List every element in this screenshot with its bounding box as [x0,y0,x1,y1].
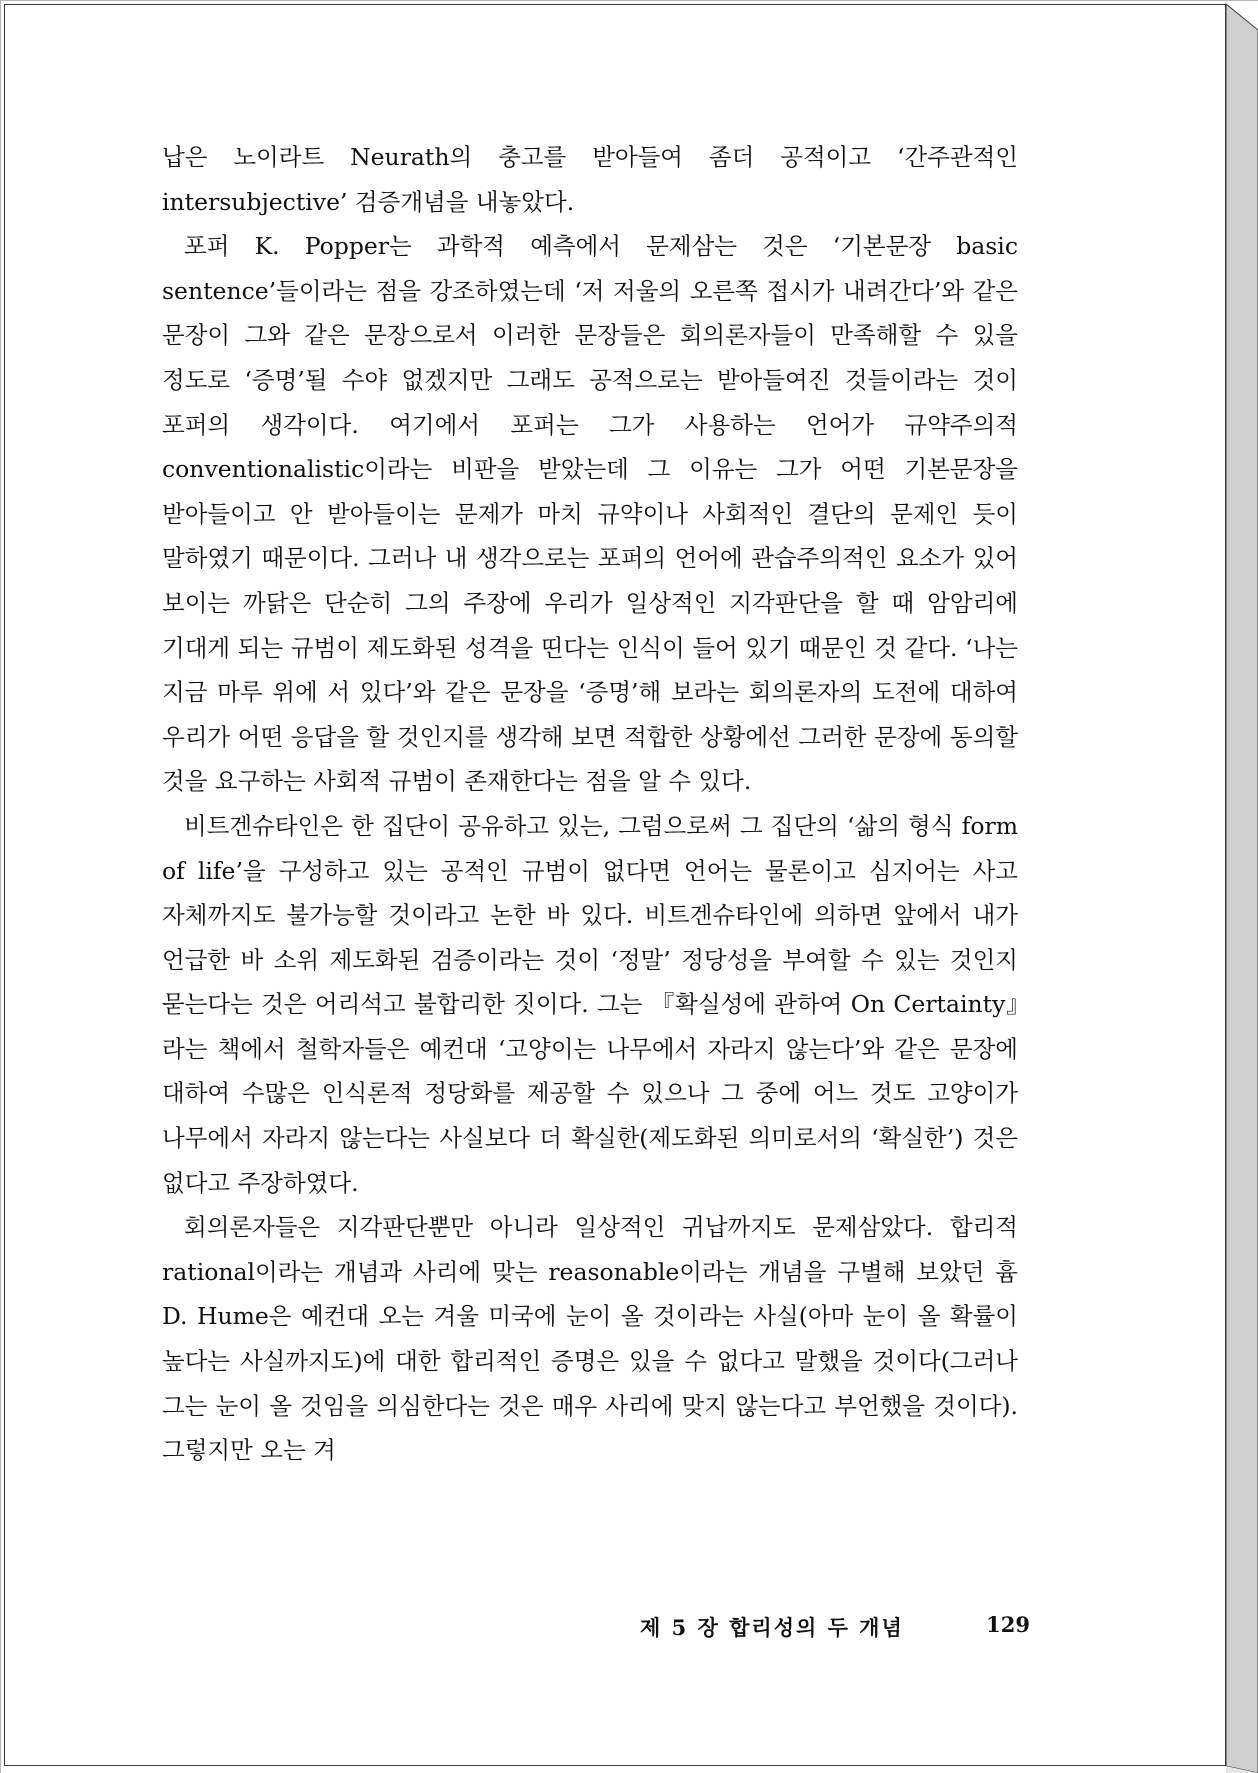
paragraph-3: 비트겐슈타인은 한 집단이 공유하고 있는, 그럼으로써 그 집단의 ‘삶의 형식 form of life’을 구성하고 있는 공적인 규범이 없다면 언어는 물론이고 심지어는 사고 자체까지도 불가능할 것이라고 논한 바 있다. 비트겐슈타인에 의하면 앞에서 내가 언급한 바 소위 제도화된 검증이라는 것이 ‘정말’ 정당성을 부여할 수 있는 것인지 묻는다는 것은 어리석고 불합리한 짓이다. 그는 『확실성에 관하여 On Certainty』라는 책에서 철학자들은 예컨대 ‘고양이는 나무에서 자라지 않는다’와 같은 문장에 대하여 수많은 인식론적 정당화를 제공할 수 있으나 그 중에 어느 것도 고양이가 나무에서 자라지 않는다는 사실보다 더 확실한(제도화된 의미로서의 ‘확실한’) 것은 없다고 주장하였다. [162,811,1018,1197]
paragraph-4: 회의론자들은 지각판단뿐만 아니라 일상적인 귀납까지도 문제삼았다. 합리적 rational이라는 개념과 사리에 맞는 reasonable이라는 개념을 구별해 보았던 흄 D. Hume은 예컨대 오는 겨울 미국에 눈이 올 것이라는 사실(아마 눈이 올 확률이 높다는 사실까지도)에 대한 합리적인 증명은 있을 수 없다고 말했을 것이다(그러나 그는 눈이 올 것임을 의심한다는 것은 매우 사리에 맞지 않는다고 부언했을 것이다). 그렇지만 오는 겨 [162,1213,1018,1465]
paragraph-2: 포퍼 K. Popper는 과학적 예측에서 문제삼는 것은 ‘기본문장 basic sentence’들이라는 점을 강조하였는데 ‘저 저울의 오른쪽 접시가 내려간다’와 같은 문장이 그와 같은 문장으로서 이러한 문장들은 회의론자들이 만족해할 수 있을 정도로 ‘증명’될 수야 없겠지만 그래도 공적으로는 받아들여진 것들이라는 것이 포퍼의 생각이다. 여기에서 포퍼는 그가 사용하는 언어가 규약주의적 conventionalistic이라는 비판을 받았는데 그 이유는 그가 어떤 기본문장을 받아들이고 안 받아들이는 문제가 마치 규약이나 사회적인 결단의 문제인 듯이 말하였기 때문이다. 그러나 내 생각으로는 포퍼의 언어에 관습주의적인 요소가 있어 보이는 까닭은 단순히 그의 주장에 우리가 일상적인 지각판단을 할 때 암암리에 기대게 되는 규범이 제도화된 성격을 띤다는 인식이 들어 있기 때문인 것 같다. ‘나는 지금 마루 위에 서 있다’와 같은 문장을 ‘증명’해 보라는 회의론자의 도전에 대하여 우리가 어떤 응답을 할 것인지를 생각해 보면 적합한 상황에선 그러한 문장에 동의할 것을 요구하는 사회적 규범이 존재한다는 점을 알 수 있다. [162,232,1018,796]
page-number: 129 [986,1612,1030,1637]
body-text [162,135,1018,1473]
running-footer [640,1612,1030,1642]
paragraph-1: 납은 노이라트 Neurath의 충고를 받아들여 좀더 공적이고 ‘간주관적인 intersubjective’ 검증개념을 내놓았다. [162,143,1018,216]
chapter-title: 제 5 장 합리성의 두 개념 [640,1615,904,1640]
